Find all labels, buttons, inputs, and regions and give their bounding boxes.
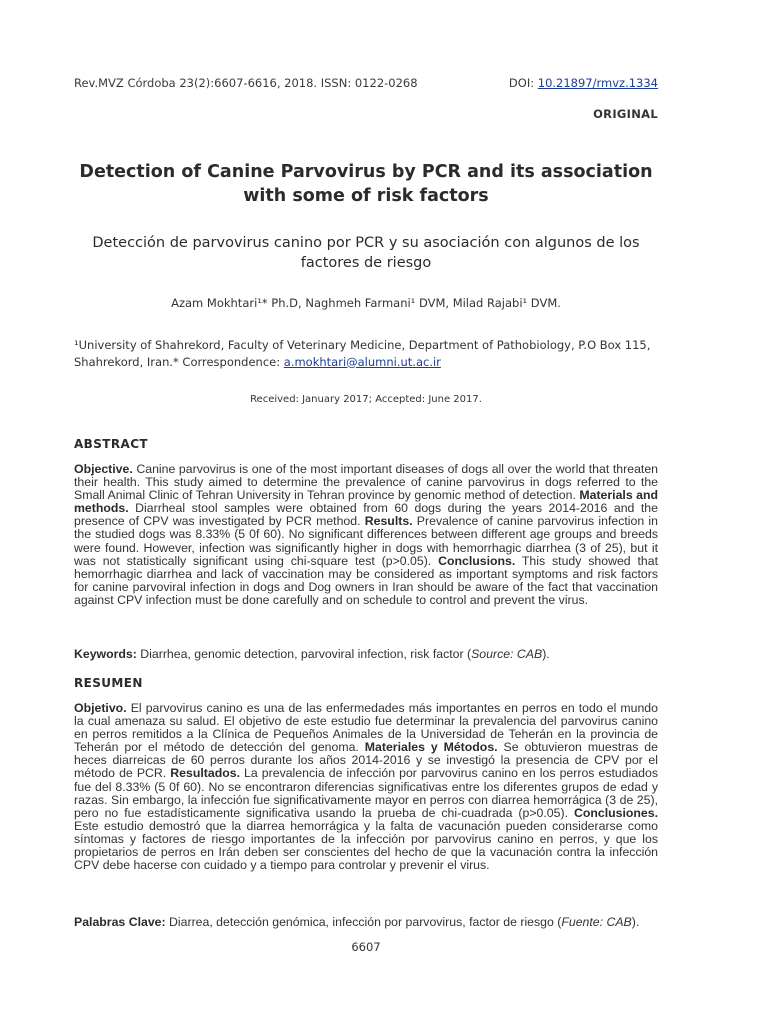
correspondence-email[interactable]: a.mokhtari@alumni.ut.ac.ir xyxy=(283,354,441,369)
affiliation xyxy=(74,337,658,370)
abstract-conclusions: This study showed that hemorrhagic diarrhea and lack of vaccination may be considered as important symptoms and risk factors for canine parvoviral infection in dogs and Dog owners in Iran should be aware of the fact that vaccination against CPV infection must be done carefully and on schedule to control and prevent the virus. xyxy=(74,553,658,607)
abstract-results-label: Results. xyxy=(364,514,413,529)
palabras-clave-end: ). xyxy=(631,915,640,929)
palabras-clave-text: Diarrea, detección genómica, infección por parvovirus, factor de riesgo ( xyxy=(165,915,562,929)
resumen-results-label: Resultados. xyxy=(170,766,240,781)
keywords-text: Diarrhea, genomic detection, parvoviral infection, risk factor ( xyxy=(136,647,472,661)
affiliation-text: ¹University of Shahrekord, Faculty of Veterinary Medicine, Department of Pathobiology, P.O Box 115, Shahrekord, Iran.* Correspondence: xyxy=(74,338,651,369)
abstract-objective: Canine parvovirus is one of the most important diseases of dogs all over the world that threaten their health. This study aimed to determine the prevalence of canine parvovirus in dogs referred to the Small Animal Clinic of Tehran University in Tehran province by genomic method of detection. xyxy=(74,462,658,503)
keywords-end: ). xyxy=(542,647,550,661)
paper-page xyxy=(74,0,658,1024)
abstract-body xyxy=(74,463,658,607)
article-title: Detection of Canine Parvovirus by PCR and its association with some of risk factors xyxy=(79,162,653,206)
resumen-conclusions-label: Conclusiones. xyxy=(573,805,658,820)
abstract-methods: Diarrheal stool samples were obtained from 60 dogs during the years 2014-2016 and the presence of CPV was investigated by PCR method. xyxy=(74,501,658,529)
doi-link[interactable]: 10.21897/rmvz.1334 xyxy=(537,76,658,90)
doi-label: DOI: xyxy=(508,76,538,90)
resumen-methods-label: Materiales y Métodos. xyxy=(364,740,498,755)
palabras-clave-label: Palabras Clave: xyxy=(74,915,166,929)
keywords-source: Source: CAB xyxy=(471,647,543,661)
journal-citation: Rev.MVZ Córdoba 23(2):6607-6616, 2018. ISSN: 0122-0268 xyxy=(74,76,418,90)
abstract-methods-label: Materials and methods. xyxy=(74,488,659,516)
resumen-conclusions: Este estudio demostró que la diarrea hemorrágica y la falta de vacunación pueden considerarse como síntomas y factores de riesgo importantes de la infección por parvovirus canino en perros, y que los propietarios de perros en Irán deben ser conscientes del hecho de que la vacunación contra la infección CPV debe hacerse con cuidado y a tiempo para controlar y prevenir el virus. xyxy=(74,818,658,873)
received-dates: Received: January 2017; Accepted: June 2017. xyxy=(250,394,482,405)
article-subtitle: Detección de parvovirus canino por PCR y su asociación con algunos de los factores de riesgo xyxy=(92,235,640,271)
abstract-results: Prevalence of canine parvovirus infection in the studied dogs was 8.33% (5 0f 60). No significant differences between different age groups and breeds were found. However, infection was significantly higher in dogs with hemorrhagic diarrhea (3 of 25), but it was not statistically significant using chi-square test (p>0.05). xyxy=(74,514,659,568)
page-number: 6607 xyxy=(351,940,381,954)
resumen-results: La prevalencia de infección por parvovirus canino en los perros estudiados fue del 8.33% (5 0f 60). No se encontraron diferencias significativas entre los diferentes grupos de edad y razas. Sin embargo, la infección fue significativamente mayor en perros con diarrea hemorrágica (3 de 25), pero no fue estadísticamente significativa usando la prueba de chi-cuadrada (p>0.05). xyxy=(74,766,658,820)
doi xyxy=(509,76,658,90)
resumen-objective-label: Objetivo. xyxy=(74,701,127,715)
journal-header xyxy=(74,76,658,90)
abstract-keywords xyxy=(74,647,658,661)
abstract-objective-label: Objective. xyxy=(74,462,133,476)
palabras-clave-source: Fuente: CAB xyxy=(561,915,632,929)
resumen-objective: El parvovirus canino es una de las enfermedades más importantes en perros en todo el mundo la cual amenaza su salud. El objetivo de este estudio fue determinar la prevalencia del parvovirus canino en perros remitidos a la Clínica de Pequeños Animales de la Universidad de Teherán en la provincia de Teherán por el método de detección del genoma. xyxy=(74,701,658,755)
keywords-label: Keywords: xyxy=(74,647,137,661)
authors: Azam Mokhtari¹* Ph.D, Naghmeh Farmani¹ DVM, Milad Rajabi¹ DVM. xyxy=(171,296,561,310)
abstract-heading: ABSTRACT xyxy=(74,437,148,451)
abstract-conclusions-label: Conclusions. xyxy=(438,553,516,568)
resumen-methods: Se obtuvieron muestras de heces diarreicas de 60 perros durante los años 2014-2016 y se investigó la presencia de CPV por el método de PCR. xyxy=(74,740,658,781)
resumen-body xyxy=(74,702,658,872)
article-type: ORIGINAL xyxy=(593,107,658,121)
resumen-heading: RESUMEN xyxy=(74,676,143,690)
resumen-keywords xyxy=(74,915,658,929)
